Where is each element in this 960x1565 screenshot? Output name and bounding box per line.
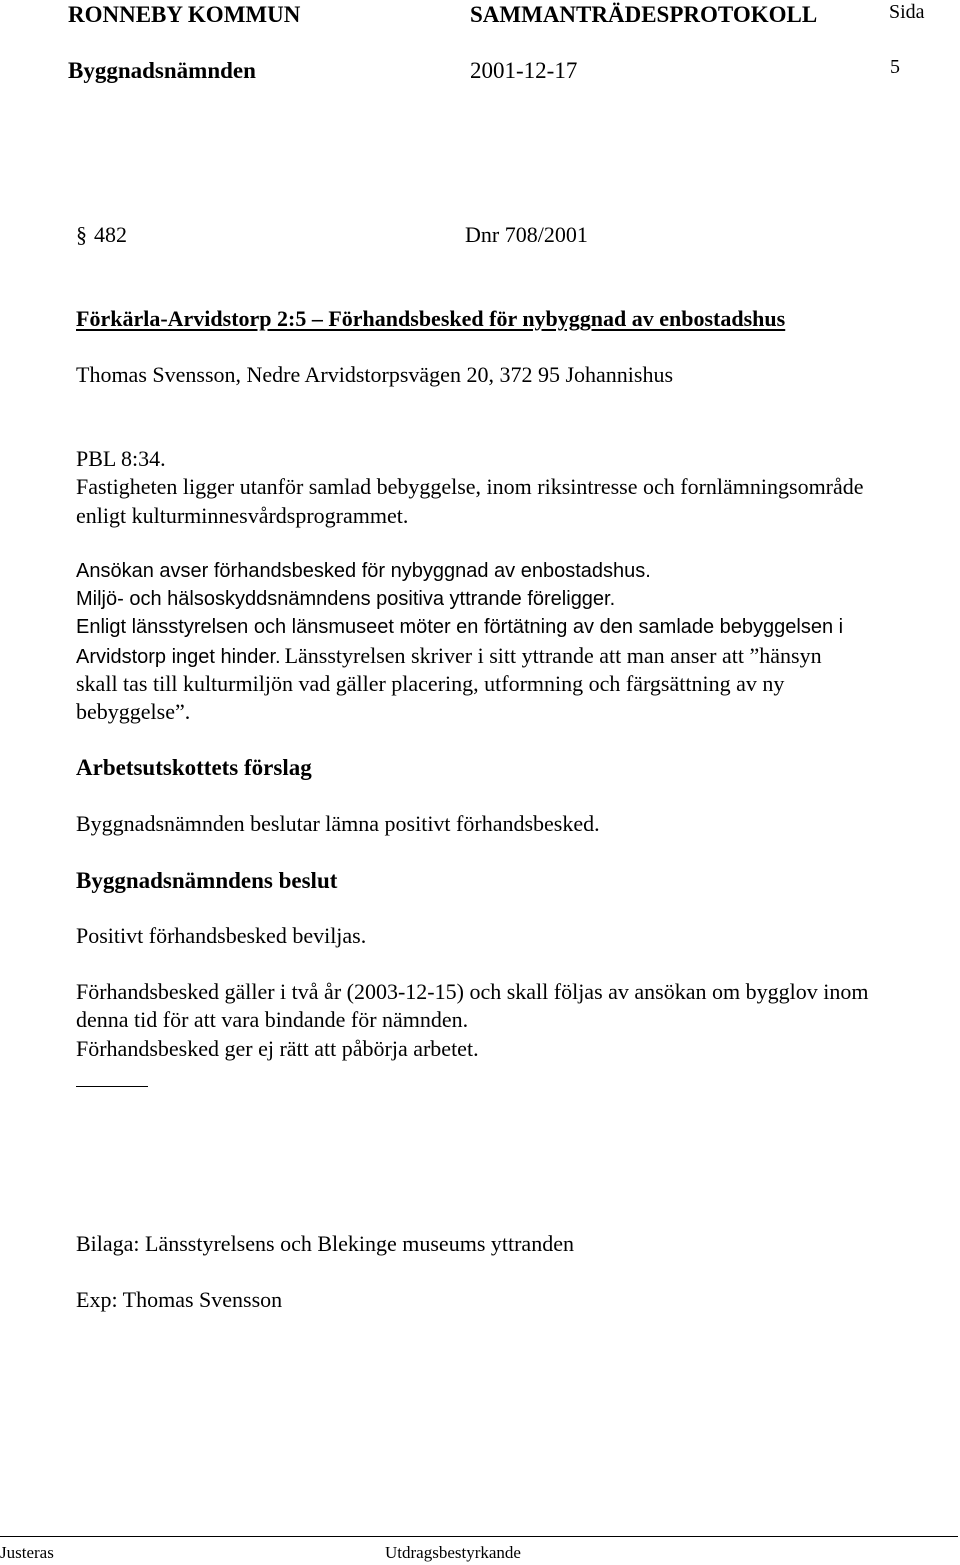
background-line-1: PBL 8:34. (76, 446, 166, 471)
footer-rule (0, 1536, 958, 1537)
background-line-3: enligt kulturminnesvårdsprogrammet. (76, 503, 409, 528)
applicant: Thomas Svensson, Nedre Arvidstorpsvägen 20, 372 95 Johannishus (76, 362, 674, 387)
application-line-4-end: Länsstyrelsen skriver i sitt yttrande att man anser att ”hänsyn (284, 643, 822, 668)
application-line-5: skall tas till kulturmiljön vad gäller placering, utformning och färgsättning av ny (76, 671, 785, 696)
attachment-line: Bilaga: Länsstyrelsens och Blekinge museums yttranden (76, 1231, 574, 1256)
case-dnr: Dnr 708/2001 (465, 222, 588, 247)
application-line-3: Enligt länsstyrelsen och länsmuseet möter en förtätning av den samlade bebyggelsen i (76, 616, 844, 638)
decision-line-2: denna tid för att vara bindande för nämnden. (76, 1007, 469, 1032)
background-line-2: Fastigheten ligger utanför samlad bebyggelse, inom riksintresse och fornlämningsområde (76, 474, 864, 499)
application-line-6: bebyggelse”. (76, 699, 191, 724)
application-line-2: Miljö- och hälsoskyddsnämndens positiva yttrande föreligger. (76, 588, 616, 610)
footer-justeras: Justeras (0, 1543, 54, 1562)
application-line-4-start: Arvidstorp inget hinder. (76, 646, 281, 668)
decision-line-1: Förhandsbesked gäller i två år (2003-12-15) och skall följas av ansökan om bygglov inom (76, 979, 869, 1004)
org-name: RONNEBY KOMMUN (68, 2, 301, 27)
proposal-text: Byggnadsnämnden beslutar lämna positivt förhandsbesked. (76, 811, 600, 836)
page-number: 5 (890, 56, 900, 78)
application-line-4 (76, 645, 822, 667)
meeting-date: 2001-12-17 (470, 58, 578, 83)
decision-heading: Byggnadsnämndens beslut (76, 868, 338, 893)
case-number: 482 (94, 222, 127, 247)
committee-name: Byggnadsnämnden (68, 58, 256, 83)
page-label: Sida (889, 1, 925, 23)
expedition-line: Exp: Thomas Svensson (76, 1287, 283, 1312)
footer-utdragsbestyrkande: Utdragsbestyrkande (385, 1543, 521, 1562)
end-rule (76, 1086, 148, 1087)
section-symbol: § (76, 222, 87, 247)
decision-line-3: Förhandsbesked ger ej rätt att påbörja arbetet. (76, 1036, 479, 1061)
document-type: SAMMANTRÄDESPROTOKOLL (470, 2, 818, 27)
case-title: Förkärla-Arvidstorp 2:5 – Förhandsbesked för nybyggnad av enbostadshus (76, 306, 786, 331)
decision-text: Positivt förhandsbesked beviljas. (76, 923, 367, 948)
application-line-1: Ansökan avser förhandsbesked för nybyggnad av enbostadshus. (76, 560, 651, 582)
proposal-heading: Arbetsutskottets förslag (76, 755, 312, 780)
